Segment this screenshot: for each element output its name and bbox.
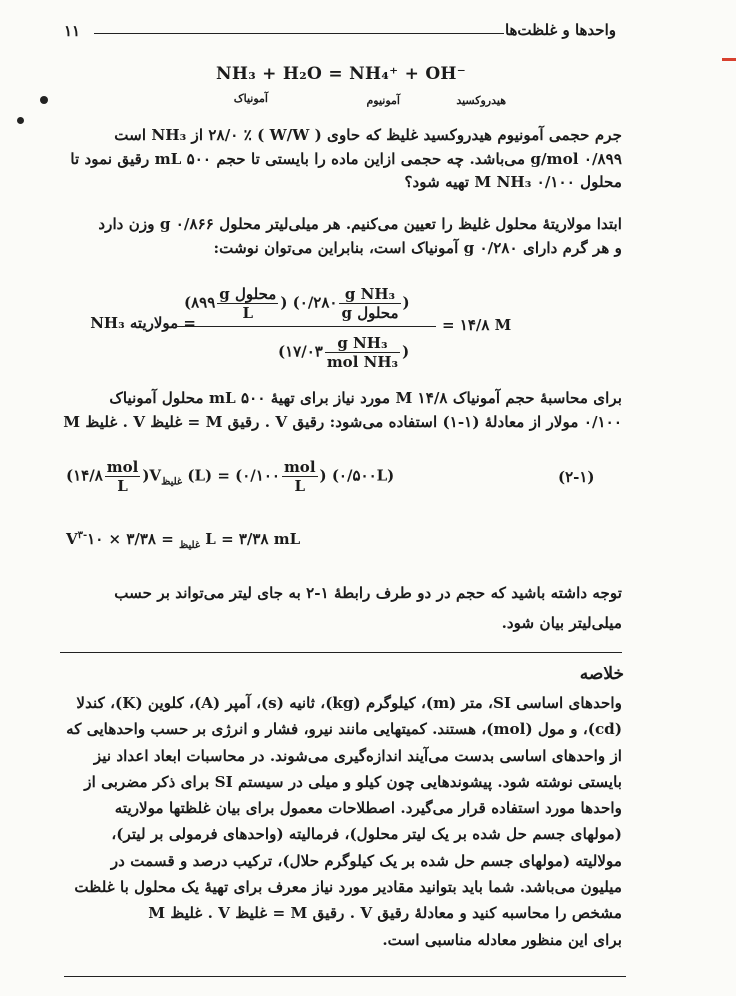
margin-dot	[40, 96, 48, 104]
summary-line: مولالیته (مولهای جسم حل شده بر یک کیلوگرم حلال)، ترکیب درصد و قسمت در	[110, 851, 622, 870]
bottom-rule	[64, 976, 626, 977]
reaction-equation: NH₃ + H₂O = NH₄⁺ + OH⁻	[216, 64, 467, 84]
summary-title: خلاصه	[579, 664, 624, 684]
fraction-top: mol	[283, 458, 316, 476]
problem-line: محلول M NH₃ ۰/۱۰۰ تهیه شود؟	[404, 173, 622, 191]
eq-part: (L) = (۰/۱۰۰	[187, 466, 280, 485]
summary-line: میلیون می‌باشد. شما باید بتوانید مقادیر مورد نیاز معرف برای تهیهٔ یک محلول با غلظت	[74, 878, 622, 897]
molarity-label: NH₃ مولاریته =	[90, 314, 196, 332]
fraction-top: g محلول	[219, 285, 277, 303]
label-ammonia: آمونیاک	[233, 92, 268, 105]
solution-line: و هر گرم دارای g ۰/۲۸۰ آمونیاک است، بنابراین می‌توان نوشت:	[213, 238, 622, 257]
volume-v: V	[66, 530, 78, 548]
summary-line: واحدها مورد استفاده قرار می‌گیرد. اصطلاحات معمول برای بیان غلظتها مولاریته	[114, 799, 622, 818]
fraction-bottom: mol NH₃	[326, 353, 399, 371]
volume-value: = ۳/۳۸ × ۱۰	[87, 530, 174, 548]
summary-line: از واحدهای اساسی بدست می‌آیند اندازه‌گیری می‌شوند. در محاسبات ابعاد اعداد نیز	[93, 746, 622, 765]
fraction	[325, 334, 400, 371]
conc-subscript: غلیظ	[179, 540, 201, 551]
dilution-paragraph	[62, 387, 622, 434]
summary-line: (cd)، و مول (mol)، هستند. کمیتهایی مانند نیرو، فشار و انرژی بر حسب واحدهایی که	[66, 720, 622, 739]
summary-line: واحدهای اساسی SI، متر (m)، کیلوگرم (kg)، ثانیه (s)، آمپر (A)، کلوین (K)، کندلا	[76, 694, 622, 712]
running-title: واحدها و غلظت‌ها	[504, 21, 616, 39]
molarity-result: = ۱۴/۸ M	[442, 316, 512, 334]
note-paragraph	[62, 578, 622, 638]
fraction-top: mol	[106, 458, 139, 476]
edge-mark	[722, 58, 736, 61]
fraction	[105, 458, 141, 495]
molarity-numerator	[184, 285, 410, 322]
section-divider	[60, 652, 622, 653]
problem-line: g/mol ۰/۸۹۹ می‌باشد. چه حجمی ازاین ماده را بایستی تا حجم mL ۵۰۰ رقیق نمود تا	[70, 149, 622, 168]
margin-dot	[17, 117, 24, 124]
label-ammonium: آمونیوم	[366, 94, 400, 107]
volume-result	[66, 530, 300, 551]
num-part: )	[402, 293, 410, 312]
fraction-bottom: L	[294, 477, 305, 495]
summary-paragraph	[62, 690, 622, 953]
summary-line: برای این منظور معادله مناسبی است.	[382, 930, 622, 949]
fraction-bottom: L	[242, 304, 254, 322]
dilution-equation	[66, 458, 394, 495]
fraction	[339, 285, 400, 322]
solution-paragraph	[62, 213, 622, 260]
main-fraction-bar	[176, 326, 436, 327]
dilution-line: ۰/۱۰۰ مولار از معادلهٔ (۱-۱) استفاده می‌شود: رقیق V . رقیق M = غلیظ V . غلیظ M	[63, 412, 622, 431]
note-line: توجه داشته باشید که حجم در دو طرف رابطهٔ ۱-۲ به جای لیتر می‌تواند بر حسب	[114, 584, 622, 602]
header-rule	[94, 33, 504, 34]
problem-paragraph	[62, 124, 622, 195]
summary-line: مشخص را محاسبه کنید و معادلهٔ رقیق V . رقیق M = غلیظ V . غلیظ M	[148, 904, 622, 923]
problem-line: جرم حجمی آمونیوم هیدروکسید غلیظ که حاوی ( W/W ) ٪ ۲۸/۰ از NH₃ است	[114, 126, 622, 144]
fraction	[217, 285, 278, 322]
equation-number: (۲-۱)	[558, 468, 595, 486]
conc-subscript: غلیظ	[161, 476, 183, 488]
den-part: (۱۷/۰۳	[278, 342, 323, 361]
fraction	[282, 458, 318, 495]
fraction-top: g NH₃	[339, 285, 400, 304]
den-part: )	[402, 342, 410, 361]
eq-part: ) (۰/۵۰۰L)	[319, 466, 395, 485]
fraction-bottom: g محلول	[341, 304, 399, 322]
eq-part: )V	[142, 466, 162, 485]
eq-part: (۱۴/۸	[66, 466, 103, 485]
volume-tail: L = ۳/۳۸ mL	[205, 530, 301, 548]
dilution-line: برای محاسبهٔ حجم آمونیاک M ۱۴/۸ مورد نیاز برای تهیهٔ mL ۵۰۰ محلول آمونیاک	[109, 389, 622, 407]
solution-line: ابتدا مولاریتهٔ محلول غلیظ را تعیین می‌کنیم. هر میلی‌لیتر محلول g ۰/۸۶۶ وزن دارد	[98, 215, 622, 233]
page-number: ١١	[64, 22, 81, 40]
exponent: -۳	[77, 530, 88, 541]
num-part: (۸۹۹	[184, 293, 216, 312]
molarity-denominator	[278, 334, 409, 371]
num-part: ) (۰/۲۸۰	[280, 293, 338, 312]
summary-line: بایستی نوشته شود. پیشوندهایی چون کیلو و میلی در سیستم SI برای ذکر مضربی از	[84, 772, 622, 791]
label-hydroxide: هیدروکسید	[456, 94, 506, 107]
fraction-top: g NH₃	[325, 334, 400, 353]
summary-line: (مولهای جسم حل شده بر یک لیتر محلول)، فرمالیته (واحدهای فرمولی بر لیتر)،	[111, 825, 622, 844]
fraction-bottom: L	[117, 477, 128, 495]
note-line: میلی‌لیتر بیان شود.	[501, 614, 622, 632]
